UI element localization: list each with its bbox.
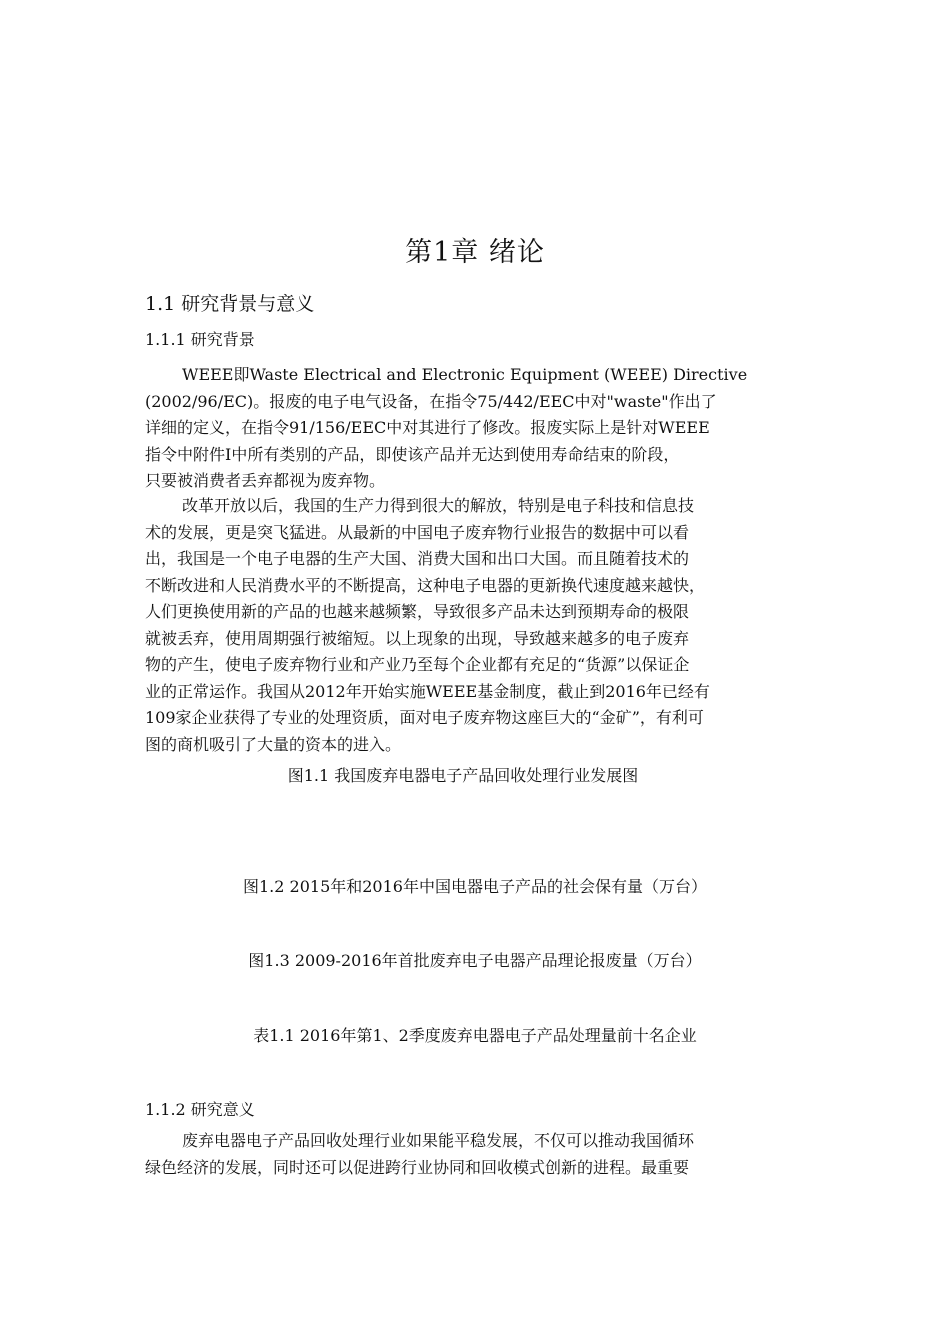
paragraph-line: WEEE即Waste Electrical and Electronic Equipment (WEEE) Directive bbox=[182, 365, 748, 384]
paragraph-line: 就被丢弃，使用周期强行被缩短。以上现象的出现，导致越来越多的电子废弃 bbox=[145, 628, 690, 648]
paragraph-line: 详细的定义，在指令91/156/EEC中对其进行了修改。报废实际上是针对WEEE bbox=[145, 418, 710, 437]
table-caption-1-1: 表1.1 2016年第1、2季度废弃电器电子产品处理量前十名企业 bbox=[253, 1026, 697, 1045]
paragraph-line: 图的商机吸引了大量的资本的进入。 bbox=[145, 734, 402, 754]
paragraph-reform-background bbox=[145, 493, 805, 758]
figure-caption-1-3: 图1.3 2009-2016年首批废弃电子电器产品理论报废量（万台） bbox=[248, 951, 702, 970]
paragraph-line: 只要被消费者丢弃都视为废弃物。 bbox=[145, 471, 386, 490]
subsection-heading-significance: 1.1.2 研究意义 bbox=[145, 1100, 255, 1119]
paragraph-weee-definition bbox=[145, 362, 805, 495]
paragraph-line: 废弃电器电子产品回收处理行业如果能平稳发展，不仅可以推动我国循环 bbox=[182, 1131, 695, 1150]
paragraph-line: 不断改进和人民消费水平的不断提高，这种电子电器的更新换代速度越来越快， bbox=[145, 575, 706, 595]
paragraph-line: 出，我国是一个电子电器的生产大国、消费大国和出口大国。而且随着技术的 bbox=[145, 549, 690, 568]
figure-caption-1-1: 图1.1 我国废弃电器电子产品回收处理行业发展图 bbox=[287, 766, 639, 785]
subsection-heading-background: 1.1.1 研究背景 bbox=[145, 330, 255, 349]
paragraph-line: 109家企业获得了专业的处理资质，面对电子废弃物这座巨大的“金矿”，有利可 bbox=[145, 708, 704, 727]
paragraph-line: 改革开放以后，我国的生产力得到很大的解放，特别是电子科技和信息技 bbox=[182, 496, 695, 515]
paragraph-line: 人们更换使用新的产品的也越来越频繁，导致很多产品未达到预期寿命的极限 bbox=[145, 602, 690, 621]
paragraph-line: 业的正常运作。我国从2012年开始实施WEEE基金制度，截止到2016年已经有 bbox=[145, 681, 710, 701]
paragraph-line: 物的产生，使电子废弃物行业和产业乃至每个企业都有充足的“货源”以保证企 bbox=[145, 655, 690, 674]
chapter-title: 第1章 绪论 bbox=[405, 237, 545, 268]
paragraph-significance bbox=[145, 1128, 805, 1181]
paragraph-line: 绿色经济的发展，同时还可以促进跨行业协同和回收模式创新的进程。最重要 bbox=[145, 1157, 690, 1177]
paragraph-line: 术的发展，更是突飞猛进。从最新的中国电子废弃物行业报告的数据中可以看 bbox=[145, 522, 690, 542]
paragraph-line: (2002/96/EC)。报废的电子电气设备，在指令75/442/EEC中对"waste"作出了 bbox=[145, 391, 717, 411]
section-heading: 1.1 研究背景与意义 bbox=[145, 293, 315, 315]
figure-caption-1-2: 图1.2 2015年和2016年中国电器电子产品的社会保有量（万台） bbox=[243, 877, 707, 896]
paragraph-line: 指令中附件Ⅰ中所有类别的产品，即使该产品并无达到使用寿命结束的阶段， bbox=[145, 444, 680, 464]
